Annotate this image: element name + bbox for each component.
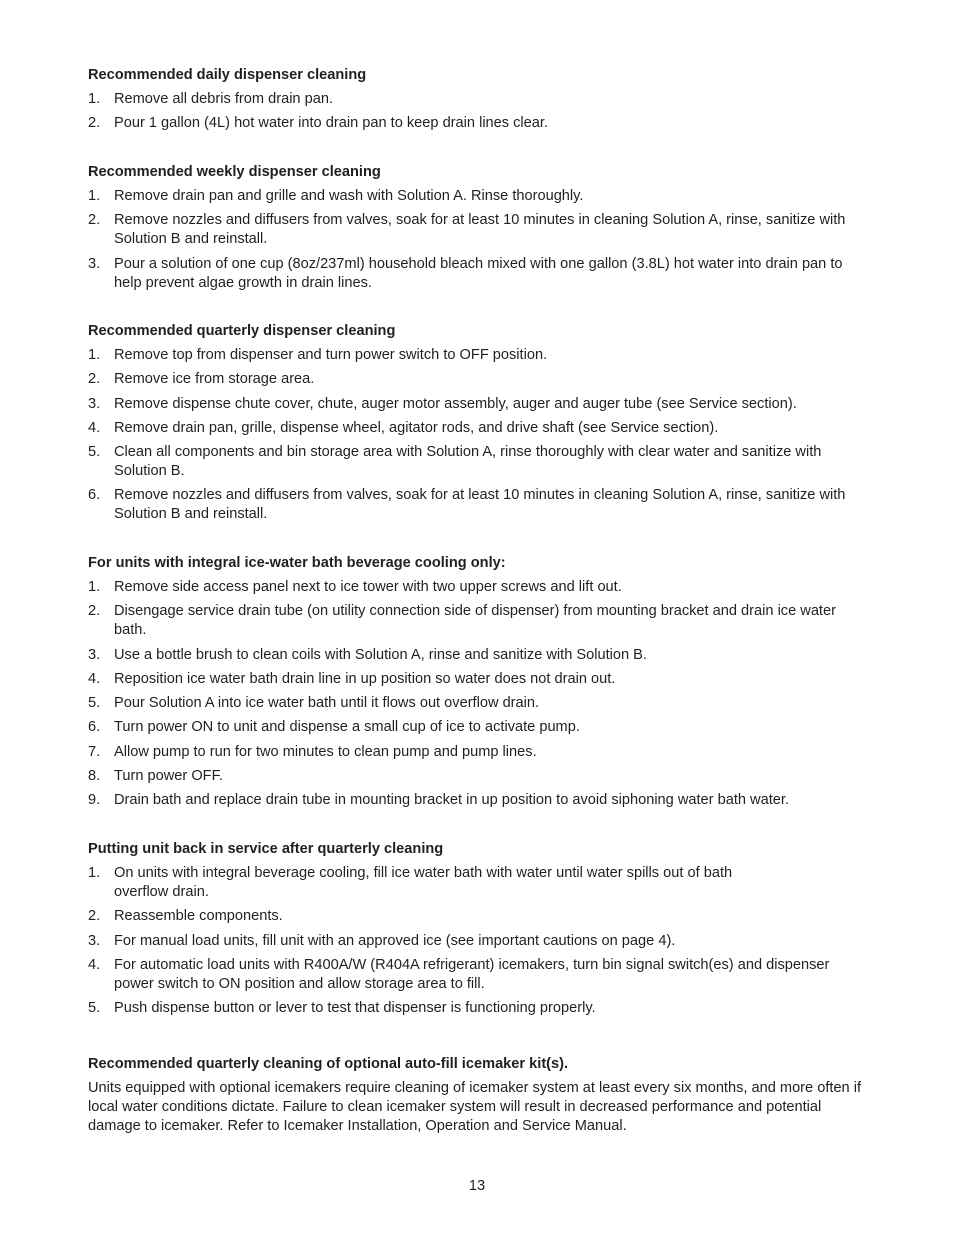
list-item — [88, 114, 854, 133]
step-text: Remove drain pan, grille, dispense wheel, agitator rods, and drive shaft (see Service section). — [114, 419, 719, 436]
step-text: Remove top from dispenser and turn power switch to OFF position. — [114, 347, 548, 363]
list-item — [88, 767, 854, 786]
step-number: 1. — [88, 865, 101, 881]
list-item — [88, 578, 854, 597]
list-item — [88, 718, 854, 737]
step-text: Reassemble components. — [114, 908, 283, 925]
step-number: 5. — [88, 444, 101, 461]
step-text: Reposition ice water bath drain line in up position so water does not drain out. — [114, 670, 616, 687]
list-item — [88, 743, 854, 762]
step-text: For manual load units, fill unit with an approved ice (see important cautions on page 4). — [114, 932, 676, 949]
section-icemaker-kit — [88, 1055, 878, 1136]
step-number: 6. — [88, 719, 101, 736]
section-heading: Recommended daily dispenser cleaning — [88, 67, 367, 83]
step-text: Remove nozzles and diffusers from valves, soak for at least 10 minutes in cleaning Solution A, rinse, sanitize with Solution B and reinstall. — [114, 487, 846, 523]
step-text: Turn power OFF. — [114, 768, 223, 785]
list-item — [88, 255, 854, 293]
step-number: 3. — [88, 646, 101, 663]
step-number: 3. — [88, 932, 101, 949]
section-heading: Putting unit back in service after quarterly cleaning — [88, 841, 444, 857]
step-list — [88, 187, 878, 293]
list-item — [88, 694, 854, 713]
section-quarterly-cleaning — [88, 322, 878, 530]
list-item — [88, 602, 854, 640]
step-text: Pour 1 gallon (4L) hot water into drain pan to keep drain lines clear. — [114, 115, 549, 132]
step-number: 4. — [88, 670, 101, 687]
list-item — [88, 187, 854, 206]
section-daily-cleaning — [88, 66, 878, 139]
list-item — [88, 395, 874, 414]
step-number: 6. — [88, 487, 101, 504]
step-text: Pour a solution of one cup (8oz/237ml) household bleach mixed with one gallon (3.8L) hot water into drain pan to help prevent algae growth in drain lines. — [114, 255, 843, 291]
section-heading: Recommended weekly dispenser cleaning — [88, 164, 381, 180]
page-number: 13 — [468, 1178, 486, 1194]
step-text: Disengage service drain tube (on utility connection side of dispenser) from mounting bracket and drain ice water bath. — [114, 603, 836, 639]
list-item — [88, 346, 854, 365]
step-number: 7. — [88, 743, 101, 760]
list-item — [88, 670, 854, 689]
list-item — [88, 932, 854, 951]
step-number: 2. — [88, 115, 101, 132]
section-paragraph: Units equipped with optional icemakers require cleaning of icemaker system at least every six months, and more often if local water conditions dictate. Failure to clean icemaker system will result in decreased performance and potential damage to icemaker. Refer to Icemaker Installation, Operation and Service Manual. — [88, 1080, 862, 1134]
step-list — [88, 864, 878, 1018]
step-number: 1. — [88, 579, 101, 595]
list-item — [88, 443, 854, 481]
step-text: Use a bottle brush to clean coils with Solution A, rinse and sanitize with Solution B. — [114, 646, 647, 663]
step-number: 1. — [88, 91, 101, 107]
list-item — [88, 486, 854, 524]
step-number: 2. — [88, 603, 101, 620]
step-text: Remove nozzles and diffusers from valves, soak for at least 10 minutes in cleaning Solution A, rinse, sanitize with Solution B and reinstall. — [114, 212, 846, 248]
list-item — [88, 956, 854, 994]
step-text: Allow pump to run for two minutes to clean pump and pump lines. — [114, 743, 537, 760]
list-item — [88, 864, 774, 902]
step-text: Remove drain pan and grille and wash with Solution A. Rinse thoroughly. — [114, 188, 584, 204]
step-number: 3. — [88, 395, 101, 412]
list-item — [88, 646, 854, 665]
list-item — [88, 999, 854, 1018]
step-text: Remove dispense chute cover, chute, auger motor assembly, auger and auger tube (see Service section). — [114, 395, 797, 412]
step-number: 5. — [88, 695, 101, 712]
step-number: 2. — [88, 371, 101, 388]
step-text: Push dispense button or lever to test that dispenser is functioning properly. — [114, 1000, 596, 1017]
step-list — [88, 90, 878, 133]
section-ice-water-bath — [88, 554, 878, 816]
step-number: 4. — [88, 956, 101, 973]
step-number: 2. — [88, 212, 101, 229]
list-item — [88, 907, 854, 926]
section-weekly-cleaning — [88, 163, 878, 298]
list-item — [88, 211, 854, 249]
step-text: Remove ice from storage area. — [114, 371, 315, 388]
step-text: Remove all debris from drain pan. — [114, 91, 334, 107]
step-number: 3. — [88, 255, 101, 272]
step-text: Clean all components and bin storage area with Solution A, rinse thoroughly with clear water and sanitize with Solution B. — [114, 444, 822, 480]
step-text: For automatic load units with R400A/W (R404A refrigerant) icemakers, turn bin signal switch(es) and dispenser power switch to ON position and allow storage area to fill. — [114, 956, 830, 992]
step-text: Pour Solution A into ice water bath until it flows out overflow drain. — [114, 695, 540, 712]
list-item — [88, 370, 854, 389]
list-item — [88, 90, 854, 109]
step-text: Remove side access panel next to ice tower with two upper screws and lift out. — [114, 579, 622, 595]
list-item — [88, 419, 854, 438]
step-number: 1. — [88, 347, 101, 363]
step-list — [88, 578, 878, 810]
section-heading: For units with integral ice-water bath beverage cooling only: — [88, 555, 506, 571]
step-number: 2. — [88, 908, 101, 925]
step-number: 5. — [88, 1000, 101, 1017]
step-number: 8. — [88, 768, 101, 785]
step-number: 1. — [88, 188, 101, 204]
section-back-in-service — [88, 840, 878, 1023]
step-text: Drain bath and replace drain tube in mounting bracket in up position to avoid siphoning water bath water. — [114, 792, 789, 809]
section-heading: Recommended quarterly dispenser cleaning — [88, 323, 396, 339]
list-item — [88, 791, 874, 810]
step-number: 4. — [88, 419, 101, 436]
section-heading: Recommended quarterly cleaning of optional auto-fill icemaker kit(s). — [88, 1056, 569, 1072]
step-number: 9. — [88, 792, 101, 809]
step-text: Turn power ON to unit and dispense a small cup of ice to activate pump. — [114, 719, 580, 736]
step-text: On units with integral beverage cooling, fill ice water bath with water until water spills out of bath overflow drain. — [114, 865, 733, 900]
step-list — [88, 346, 878, 524]
